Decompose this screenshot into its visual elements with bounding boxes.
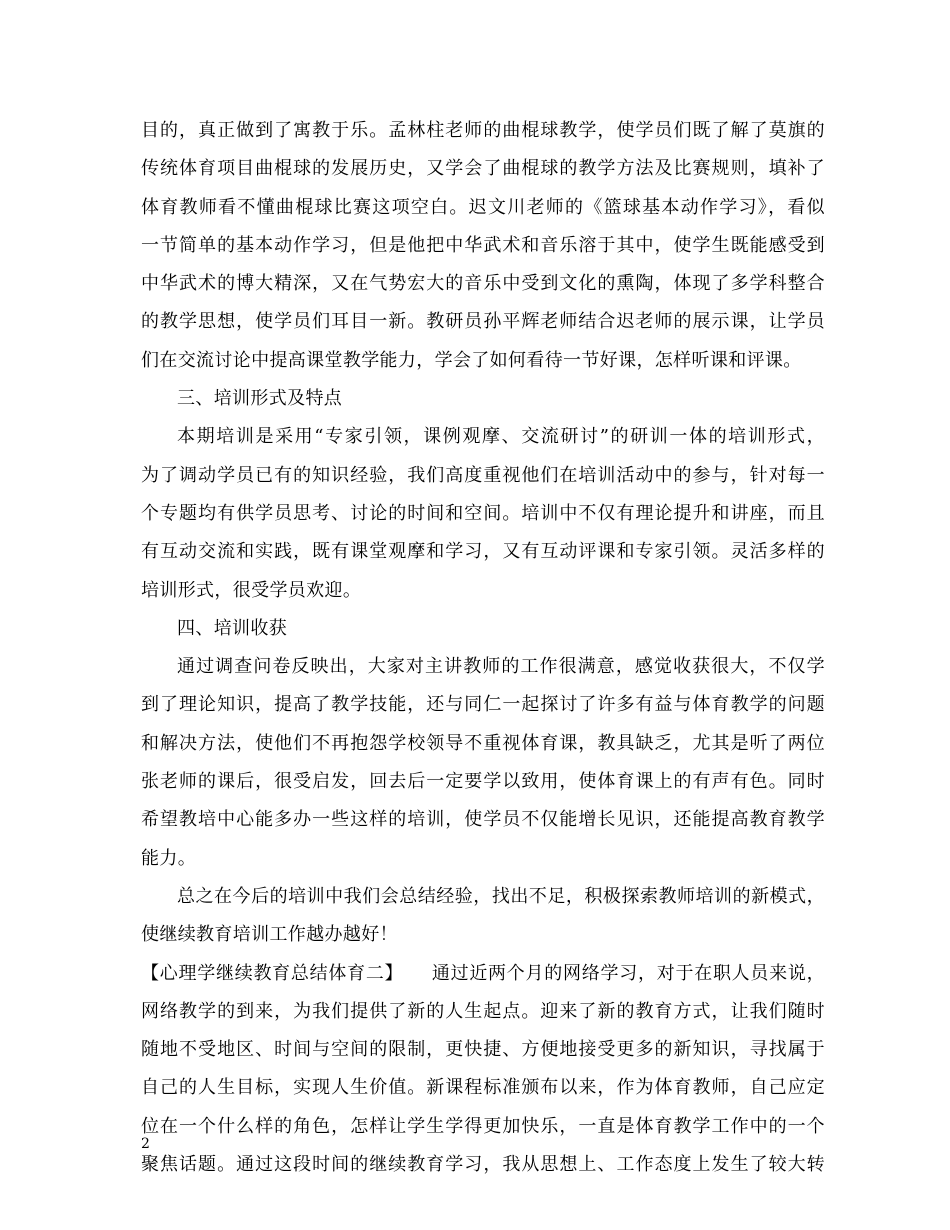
text-line: 培训形式，很受学员欢迎。: [141, 579, 362, 601]
text-line: 传统体育项目曲棍球的发展历史，又学会了曲棍球的教学方法及比赛规则，填补了: [141, 158, 825, 180]
text-line: 中华武术的博大精深，又在气势宏大的音乐中受到文化的熏陶，体现了多学科整合: [141, 273, 825, 295]
text-line: 网络教学的到来，为我们提供了新的人生起点。迎来了新的教育方式，让我们随时: [141, 1000, 825, 1022]
section-heading: 四、培训收获: [177, 617, 288, 639]
text-line: 聚焦话题。通过这段时间的继续教育学习，我从思想上、工作态度上发生了较大转: [141, 1154, 825, 1176]
text-line: 目的，真正做到了寓教于乐。孟林柱老师的曲棍球教学，使学员们既了解了莫旗的: [141, 120, 825, 141]
text-line: 一节简单的基本动作学习，但是他把中华武术和音乐溶于其中，使学生既能感受到: [141, 234, 825, 256]
text-line: 体育教师看不懂曲棍球比赛这项空白。迟文川老师的《篮球基本动作学习》，看似: [141, 196, 825, 218]
text-line: 本期培训是采用“专家引领，课例观摩、交流研讨”的研训一体的培训形式，: [177, 426, 825, 448]
text-line: 的教学思想，使学员们耳目一新。教研员孙平辉老师结合迟老师的展示课，让学员: [141, 311, 825, 333]
text-line: 【心理学继续教育总结体育二】 通过近两个月的网络学习，对于在职人员来说，: [141, 962, 825, 984]
text-line: 到了理论知识，提高了教学技能，还与同仁一起探讨了许多有益与体育教学的问题: [141, 694, 825, 716]
text-line: 和解决方法，使他们不再抱怨学校领导不重视体育课，教具缺乏，尤其是听了两位: [141, 732, 825, 754]
text-line: 随地不受地区、时间与空间的限制，更快捷、方便地接受更多的新知识，寻找属于: [141, 1039, 825, 1061]
text-line: 们在交流讨论中提高课堂教学能力，学会了如何看待一节好课，怎样听课和评课。: [141, 349, 802, 371]
text-line: 能力。: [141, 847, 197, 869]
text-line: 自己的人生目标，实现人生价值。新课程标准颁布以来，作为体育教师，自己应定: [141, 1077, 825, 1099]
section-heading: 三、培训形式及特点: [177, 388, 343, 410]
text-line: 张老师的课后，很受启发，回去后一定要学以致用，使体育课上的有声有色。同时: [141, 771, 825, 793]
text-line: 通过调查问卷反映出，大家对主讲教师的工作很满意，感觉收获很大，不仅学: [177, 656, 825, 678]
text-line: 有互动交流和实践，既有课堂观摩和学习，又有互动评课和专家引领。灵活多样的: [141, 541, 825, 563]
text-line: 个专题均有供学员思考、讨论的时间和空间。培训中不仅有理论提升和讲座，而且: [141, 502, 825, 524]
text-line: 位在一个什么样的角色，怎样让学生学得更加快乐，一直是体育教学工作中的一个: [141, 1115, 825, 1137]
text-line: 总之在今后的培训中我们会总结经验，找出不足，积极探索教师培训的新模式，: [177, 885, 825, 907]
text-line: 希望教培中心能多办一些这样的培训，使学员不仅能增长见识，还能提高教育教学: [141, 809, 825, 831]
body-text: [141, 112, 825, 1184]
text-line: 使继续教育培训工作越办越好！: [141, 924, 398, 946]
text-line: 为了调动学员已有的知识经验，我们高度重视他们在培训活动中的参与，针对每一: [141, 464, 825, 486]
page-number: 2: [141, 1136, 150, 1152]
